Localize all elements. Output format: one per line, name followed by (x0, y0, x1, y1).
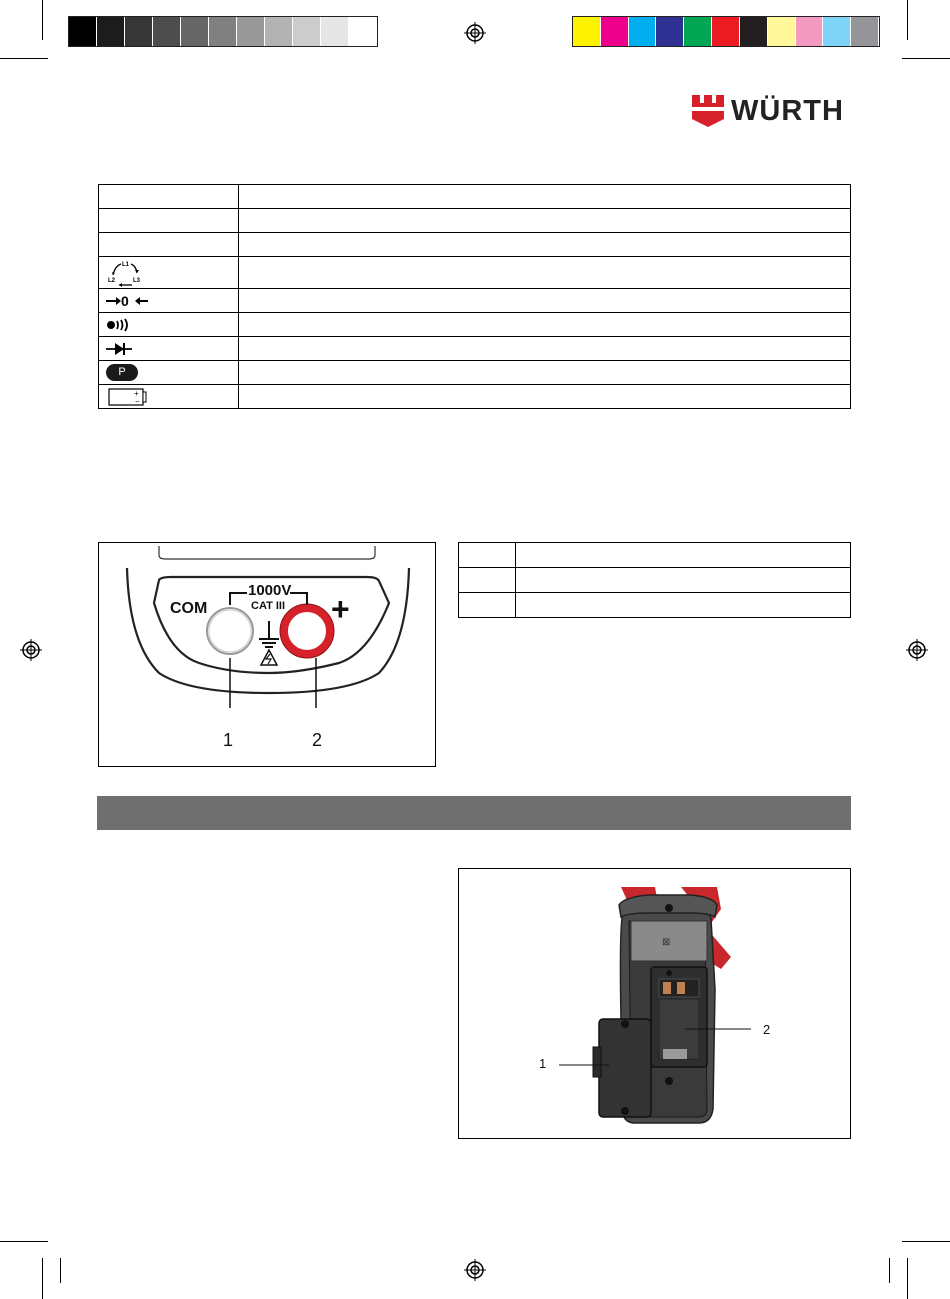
terminal-table (458, 542, 851, 618)
svg-text:⊠: ⊠ (662, 937, 671, 948)
color-swatch (237, 17, 265, 46)
crop-mark (902, 58, 950, 59)
crop-mark (889, 1258, 890, 1283)
callout-1: 1 (539, 1056, 547, 1071)
svg-text:−: − (135, 396, 140, 406)
registration-mark-icon (464, 22, 486, 44)
registration-mark-icon (464, 1259, 486, 1281)
meter-terminals-illustration (99, 543, 435, 766)
table-row (99, 313, 851, 337)
brand-logo (690, 93, 852, 129)
svg-text:0: 0 (121, 293, 129, 308)
crop-mark (907, 0, 908, 40)
terminal-figure (98, 542, 436, 767)
wurth-logo-icon (690, 93, 726, 129)
diode-icon (106, 342, 136, 356)
color-swatch (573, 17, 601, 46)
crop-mark (907, 1258, 908, 1299)
color-swatch (265, 17, 293, 46)
color-swatch (97, 17, 125, 46)
category-label: CAT III (251, 600, 286, 612)
color-swatch (69, 17, 97, 46)
table-row (459, 568, 851, 593)
table-row (99, 361, 851, 385)
crop-mark (902, 1241, 950, 1242)
phase-rotation-icon (105, 258, 145, 288)
callout-2: 2 (763, 1022, 771, 1037)
table-row (99, 233, 851, 257)
process-color-bar (572, 16, 880, 47)
color-swatch (153, 17, 181, 46)
symbol-table (98, 184, 851, 409)
crop-mark (60, 1258, 61, 1283)
color-swatch (601, 17, 629, 46)
color-swatch (684, 17, 712, 46)
registration-mark-icon (20, 639, 42, 661)
table-row (99, 337, 851, 361)
color-swatch (712, 17, 740, 46)
color-swatch (321, 17, 349, 46)
continuity-buzzer-icon (106, 318, 136, 332)
table-row (99, 185, 851, 209)
zero-adjust-icon (106, 294, 148, 308)
color-swatch (768, 17, 796, 46)
voltage-rating-label: 1000V (248, 582, 292, 599)
color-swatch (823, 17, 851, 46)
color-swatch (125, 17, 153, 46)
brand-name: WÜRTH (731, 95, 844, 127)
color-swatch (629, 17, 657, 46)
table-row (99, 257, 851, 289)
plus-label: + (331, 591, 350, 627)
phase-label-l2: L2 (108, 277, 116, 284)
registration-mark-icon (906, 639, 928, 661)
callout-1: 1 (223, 730, 234, 750)
section-heading-bar (97, 796, 851, 830)
crop-mark (42, 0, 43, 40)
grayscale-color-bar (68, 16, 378, 47)
section-title (97, 804, 107, 821)
color-swatch (181, 17, 209, 46)
color-swatch (209, 17, 237, 46)
crop-mark (42, 1258, 43, 1299)
table-row (99, 209, 851, 233)
crop-mark (0, 1241, 48, 1242)
callout-2: 2 (312, 730, 323, 750)
table-row (99, 289, 851, 313)
color-swatch (740, 17, 768, 46)
color-swatch (796, 17, 824, 46)
phase-label-l3: L3 (133, 277, 141, 284)
table-row (459, 543, 851, 568)
color-swatch (656, 17, 684, 46)
table-row (459, 593, 851, 618)
battery-compartment-figure (458, 868, 851, 1139)
table-row (99, 385, 851, 409)
crop-mark (0, 58, 48, 59)
svg-text:+: + (134, 388, 139, 398)
color-swatch (293, 17, 321, 46)
peak-hold-icon: P (106, 364, 138, 381)
color-swatch (851, 17, 879, 46)
battery-icon (108, 387, 148, 407)
com-label: COM (170, 600, 208, 617)
color-swatch (349, 17, 377, 46)
meter-back-illustration (459, 869, 850, 1138)
phase-label-l1: L1 (122, 261, 130, 268)
